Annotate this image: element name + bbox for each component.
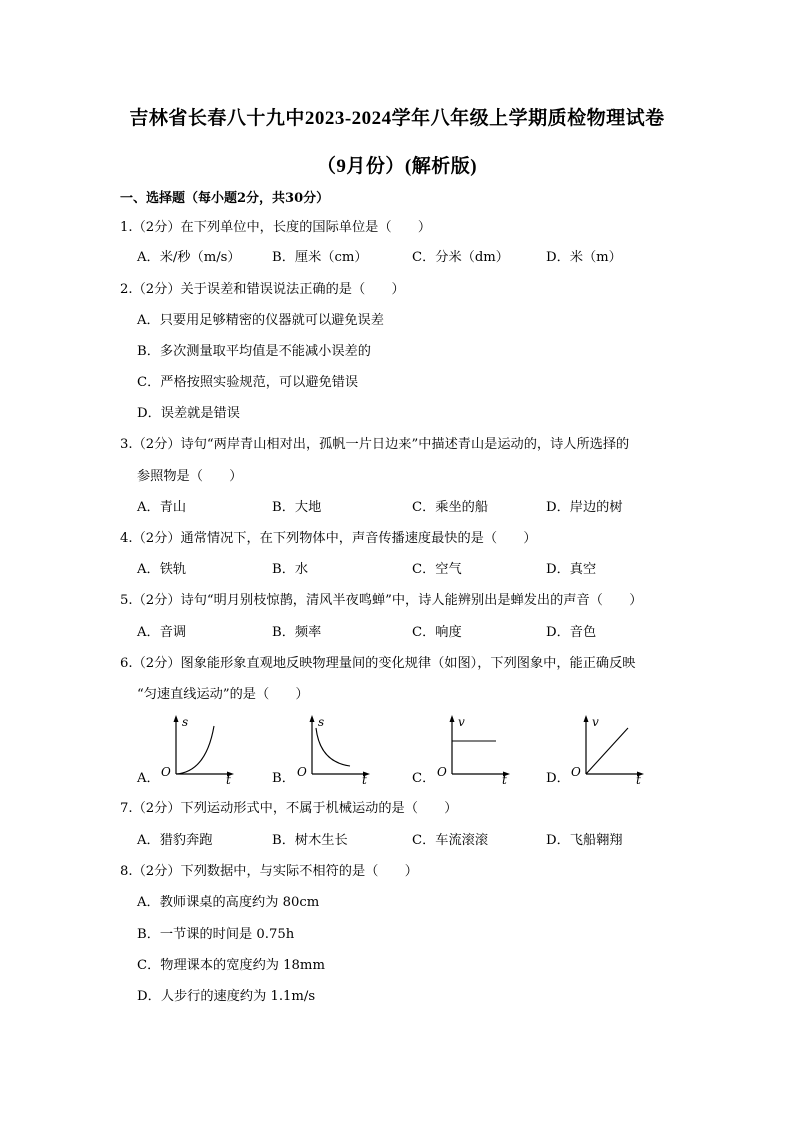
question-3-option-c: C．乘坐的船 bbox=[412, 500, 489, 515]
graph-c-x-axis-label: t bbox=[502, 773, 507, 787]
question-3-stem: 3.（2分）诗句“两岸青山相对出，孤帆一片日边来”中描述青山是运动的，诗人所选择的 bbox=[120, 437, 630, 452]
question-1-stem: 1.（2分）在下列单位中，长度的国际单位是（ ） bbox=[120, 220, 432, 235]
question-4-option-d: D．真空 bbox=[546, 562, 597, 577]
section-heading: 一、选择题（每小题2分，共30分） bbox=[120, 191, 330, 206]
question-2-option-a: A．只要用足够精密的仪器就可以避免误差 bbox=[137, 313, 384, 328]
question-7-option-b: B．树木生长 bbox=[272, 833, 348, 848]
question-4-option-c: C．空气 bbox=[412, 562, 462, 577]
question-8-option-d: D．人步行的速度约为 1.1m/s bbox=[137, 989, 316, 1004]
question-3-option-b: B．大地 bbox=[272, 500, 322, 515]
question-5-option-b: B．频率 bbox=[272, 625, 322, 640]
graph-a-y-axis-label: s bbox=[182, 715, 189, 729]
graph-d bbox=[568, 712, 648, 787]
question-8-option-c: C．物理课本的宽度约为 18mm bbox=[137, 958, 325, 973]
page-title-line1: 吉林省长春八十九中2023-2024学年八年级上学期质检物理试卷 bbox=[129, 108, 665, 129]
question-2-stem: 2.（2分）关于误差和错误说法正确的是（ ） bbox=[120, 282, 405, 297]
question-1-option-c: C．分米（dm） bbox=[412, 250, 509, 265]
question-4-option-a: A．铁轨 bbox=[137, 562, 187, 577]
question-7-option-a: A．猎豹奔跑 bbox=[137, 833, 213, 848]
question-6-option-c: C． bbox=[412, 771, 436, 786]
graph-b-x-axis-label: t bbox=[362, 773, 367, 787]
question-8-option-a: A．教师课桌的高度约为 80cm bbox=[137, 895, 320, 910]
question-8-option-b: B．一节课的时间是 0.75h bbox=[137, 927, 295, 942]
question-2-option-c: C．严格按照实验规范，可以避免错误 bbox=[137, 375, 359, 390]
graph-a-origin-label: O bbox=[161, 765, 171, 779]
question-2-option-b: B．多次测量取平均值是不能减小误差的 bbox=[137, 344, 371, 359]
graph-d-x-axis-label: t bbox=[636, 773, 641, 787]
question-4-stem: 4.（2分）通常情况下，在下列物体中，声音传播速度最快的是（ ） bbox=[120, 531, 537, 546]
question-3-option-a: A．青山 bbox=[137, 500, 187, 515]
graph-b-y-axis-label: s bbox=[318, 715, 325, 729]
question-7-stem: 7.（2分）下列运动形式中，不属于机械运动的是（ ） bbox=[120, 801, 458, 816]
graph-c-y-axis-label: v bbox=[458, 715, 465, 729]
question-1-option-a: A．米/秒（m/s） bbox=[137, 250, 241, 265]
graph-a bbox=[158, 712, 238, 787]
question-6-option-b: B． bbox=[272, 771, 295, 786]
graph-b-origin-label: O bbox=[297, 765, 307, 779]
graph-c bbox=[434, 712, 514, 787]
question-6-stem: 6.（2分）图象能形象直观地反映物理量间的变化规律（如图），下列图象中，能正确反映 bbox=[120, 656, 636, 671]
question-5-option-d: D．音色 bbox=[546, 625, 597, 640]
graph-b bbox=[294, 712, 374, 787]
question-7-option-d: D．飞船翱翔 bbox=[546, 833, 623, 848]
question-2-option-d: D．误差就是错误 bbox=[137, 406, 240, 421]
question-1-option-d: D．米（m） bbox=[546, 250, 622, 265]
question-7-option-c: C．车流滚滚 bbox=[412, 833, 489, 848]
question-5-stem: 5.（2分）诗句“明月别枝惊鹊，清风半夜鸣蝉”中，诗人能辨别出是蝉发出的声音（ ） bbox=[120, 593, 643, 608]
graph-a-x-axis-label: t bbox=[226, 773, 231, 787]
graph-d-y-axis-label: v bbox=[592, 715, 599, 729]
question-6-option-d: D． bbox=[546, 771, 570, 786]
question-1-option-b: B．厘米（cm） bbox=[272, 250, 368, 265]
question-5-option-a: A．音调 bbox=[137, 625, 187, 640]
question-4-option-b: B．水 bbox=[272, 562, 309, 577]
question-8-stem: 8.（2分）下列数据中，与实际不相符的是（ ） bbox=[120, 864, 418, 879]
question-6-option-a: A． bbox=[137, 771, 160, 786]
question-5-option-c: C．响度 bbox=[412, 625, 462, 640]
question-3-stem-cont: 参照物是（ ） bbox=[137, 469, 243, 484]
graph-c-origin-label: O bbox=[437, 765, 447, 779]
page-title-line2: （9月份）(解析版) bbox=[316, 156, 478, 177]
question-6-stem-cont: “匀速直线运动”的是（ ） bbox=[137, 687, 309, 702]
question-3-option-d: D．岸边的树 bbox=[546, 500, 623, 515]
graph-d-origin-label: O bbox=[571, 765, 581, 779]
